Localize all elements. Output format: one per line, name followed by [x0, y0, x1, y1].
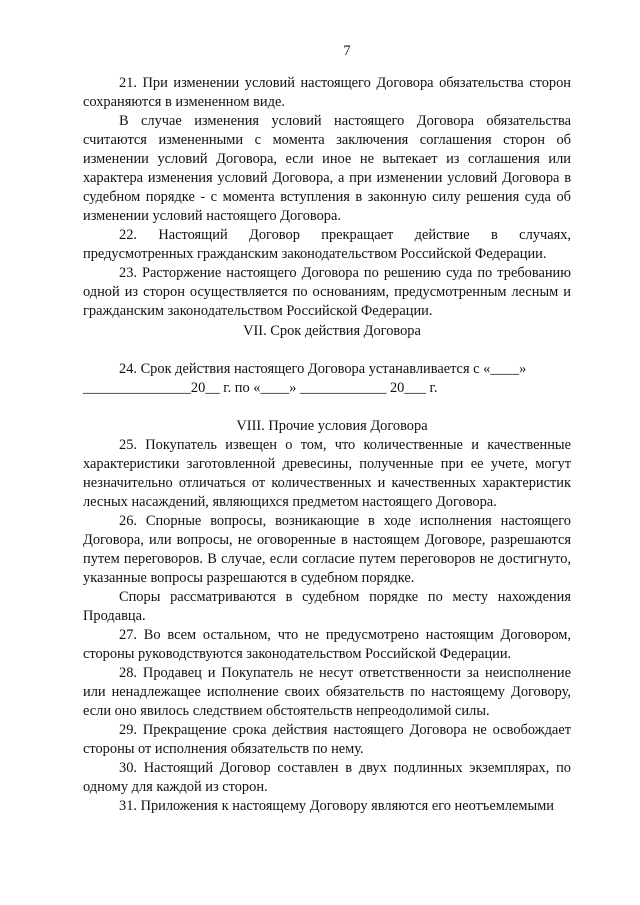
paragraph-29: 29. Прекращение срока действия настоящего Договора не освобождает стороны от исполнения обязательств по нему. — [83, 722, 571, 757]
section-heading-term: VII. Срок действия Договора — [243, 323, 421, 339]
paragraph-22: 22. Настоящий Договор прекращает действие в случаях, предусмотренных гражданским законодательством Российской Федерации. — [83, 227, 571, 262]
paragraph-21-change-conditions: В случае изменения условий настоящего Договора обязательства считаются измененными с момента заключения соглашения сторон об изменении условий Договора, если иное не вытекает из соглашения или характера изменения условий Договора, а при изменении условий Договора в судебном порядке - с момента вступления в законную силу решения суда об изменении условий настоящего Договора. — [83, 113, 571, 224]
section-heading-other-conditions: VIII. Прочие условия Договора — [236, 418, 428, 434]
paragraph-26-disputes: Споры рассматриваются в судебном порядке по месту нахождения Продавца. — [83, 589, 571, 624]
paragraph-28: 28. Продавец и Покупатель не несут ответственности за неисполнение или ненадлежащее исполнение своих обязательств по настоящему Договору, если оно явилось следствием обстоятельств непреодолимой силы. — [83, 665, 571, 719]
paragraph-31: 31. Приложения к настоящему Договору являются его неотъемлемыми — [119, 798, 555, 814]
term-line-2: _______________20__ г. по «____» ____________ 20___ г. — [83, 380, 438, 396]
term-line-1: 24. Срок действия настоящего Договора устанавливается с «____» — [119, 361, 527, 377]
paragraph-30: 30. Настоящий Договор составлен в двух подлинных экземплярах, по одному для каждой из сторон. — [83, 760, 571, 795]
paragraph-24-term — [83, 360, 571, 398]
paragraph-21: 21. При изменении условий настоящего Договора обязательства сторон сохраняются в измененном виде. — [83, 75, 571, 110]
page-number: 7 — [343, 43, 351, 59]
paragraph-25: 25. Покупатель извещен о том, что количественные и качественные характеристики заготовленной древесины, полученные при ее учете, могут незначительно отличаться от количественных и качественных характеристик лесных насаждений, являющихся предметом настоящего Договора. — [83, 437, 571, 510]
paragraph-26: 26. Спорные вопросы, возникающие в ходе исполнения настоящего Договора, или вопросы, не оговоренные в настоящем Договоре, разрешаются путем переговоров. В случае, если согласие путем переговоров не достигнуто, указанные вопросы разрешаются в судебном порядке. — [83, 513, 571, 586]
paragraph-27: 27. Во всем остальном, что не предусмотрено настоящим Договором, стороны руководствуются законодательством Российской Федерации. — [83, 627, 571, 662]
paragraph-23: 23. Расторжение настоящего Договора по решению суда по требованию одной из сторон осуществляется по основаниям, предусмотренным лесным и гражданским законодательством Российской Федерации. — [83, 265, 571, 319]
document-page — [83, 42, 571, 816]
